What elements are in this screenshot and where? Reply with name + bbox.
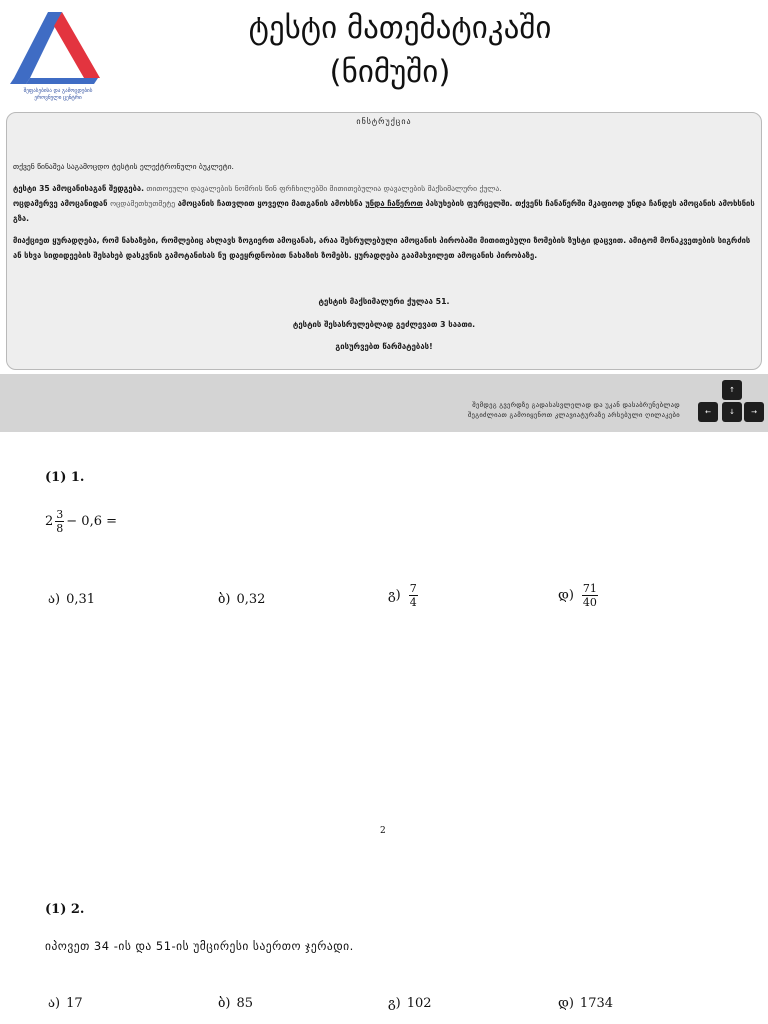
instructions-p3-underline: უნდა ჩაწეროთ [365,199,423,208]
instructions-p3 [13,196,757,226]
page-title [140,6,660,94]
navigation-hint-bar [0,374,768,432]
navigation-hint-line2: შეგიძლიათ გამოიყენოთ კლავიატურაზე არსებული ღილაკები [467,411,680,419]
question-1-frac-num: 3 [56,508,64,521]
option-value: 85 [236,996,254,1011]
nacr-logo [8,8,104,108]
logo-caption-line2: ეროვნული ცენტრი [34,95,82,101]
option-label: ა) [48,592,61,607]
question-1-expression [45,508,117,535]
option-label: დ) [558,588,574,603]
navigation-hint-text [468,400,680,420]
question-1-frac-den: 8 [56,522,64,535]
question-2-option-c[interactable] [388,996,432,1011]
page-number: 2 [380,826,386,836]
logo-caption-line1: შეფასებისა და გამოცდების [23,88,93,94]
question-1-rest: − 0,6 = [66,514,118,529]
question-1-option-b[interactable] [218,592,265,607]
instructions-panel [6,112,762,370]
instructions-p4: მიაქციეთ ყურადღება, რომ ნახაზები, რომლებიც ახლავს ზოგიერთ ამოცანას, არაა შესრულებული ამოცანის პირობაში მითითებული ზომების ზუსტი დაცვით. ამიტომ მონაკვეთების სიგრძის ან სხვა სიდიდეების შესახებ დასკვნის გამოტანისას ნუ დაეყრდნობით ნახაზის ზომებს. ყურადღება გაამახვილეთ ამოცანის პირობაზე. [13,236,751,260]
title-line1: ტესტი მათემატიკაში [248,10,552,46]
option-fraction [582,582,598,609]
question-2-option-b[interactable] [218,996,253,1011]
option-label: დ) [558,996,574,1011]
option-value: 1734 [579,996,614,1011]
option-frac-num: 71 [582,582,597,595]
option-label: ა) [48,996,61,1011]
option-frac-den: 40 [582,596,597,609]
option-value: 17 [66,996,83,1011]
instructions-p2-bold: ტესტი 35 ამოცანისაგან შედგება. [13,184,144,193]
logo-caption [8,88,108,102]
question-2-option-a[interactable] [48,996,83,1011]
instructions-p1: თქვენ წინაშეა საგამოცდო ტესტის ელექტრონული ბუკლეტი. [13,162,234,171]
instructions-p3-mid: ამოცანის ჩათვლით ყოველი მათგანის ამოხსნა [175,199,366,208]
question-1-whole: 2 [45,514,54,529]
instructions-p3-end: პასუხების ფურცელში. თქვენს ჩანაწერში მკაფიოდ უნდა ჩანდეს ამოცანის ამოხსნის გზა. [13,199,755,223]
question-1-label: (1) 1. [45,470,85,485]
instructions-heading: ინსტრუქცია [356,117,412,126]
question-2-text: იპოვეთ 34 -ის და 51-ის უმცირესი საერთო ჯერადი. [45,939,354,953]
option-label: ბ) [218,996,231,1011]
instructions-time: ტესტის შესასრულებლად გეძლევათ 3 საათი. [292,320,476,329]
instructions-max-score: ტესტის მაქსიმალური ქულაა 51. [318,297,450,306]
instructions-p2-light: თითოეული დავალების ნომრის წინ ფრჩხილებში მითითებულია დავალების მაქსიმალური ქულა. [144,184,502,193]
instructions-p2 [13,181,757,196]
instructions-p3-start: ოცდამერვე ამოცანიდან [13,199,111,208]
navigation-hint-line1: შემდეგ გვერდზე გადასასვლელად და უკან დასაბრუნებლად [472,401,680,409]
option-label: გ) [388,588,401,603]
question-1-option-d[interactable] [558,582,600,609]
question-2-label: (1) 2. [45,902,85,917]
question-1-fraction [55,508,64,535]
arrow-up-key-icon[interactable]: ↑ [722,380,742,400]
option-value: 0,32 [236,592,266,607]
option-value: 102 [406,996,432,1011]
title-line2: (ნიმუში) [329,54,451,90]
option-label: ბ) [218,592,231,607]
option-fraction [409,582,418,609]
question-1-option-a[interactable] [48,592,95,607]
option-frac-num: 7 [409,582,417,595]
option-value: 0,31 [66,592,96,607]
option-label: გ) [388,996,401,1011]
question-1-option-c[interactable] [388,582,420,609]
instructions-p3-light: ოცდამეთხუთმეტე [110,199,176,208]
arrow-down-key-icon[interactable]: ↓ [722,402,742,422]
arrow-left-key-icon[interactable]: ← [698,402,718,422]
question-2-option-d[interactable] [558,996,613,1011]
logo-triangle-icon [8,8,104,88]
arrow-right-key-icon[interactable]: → [744,402,764,422]
instructions-wish: გისურვებთ წარმატებას! [335,342,433,351]
option-frac-den: 4 [409,596,417,609]
